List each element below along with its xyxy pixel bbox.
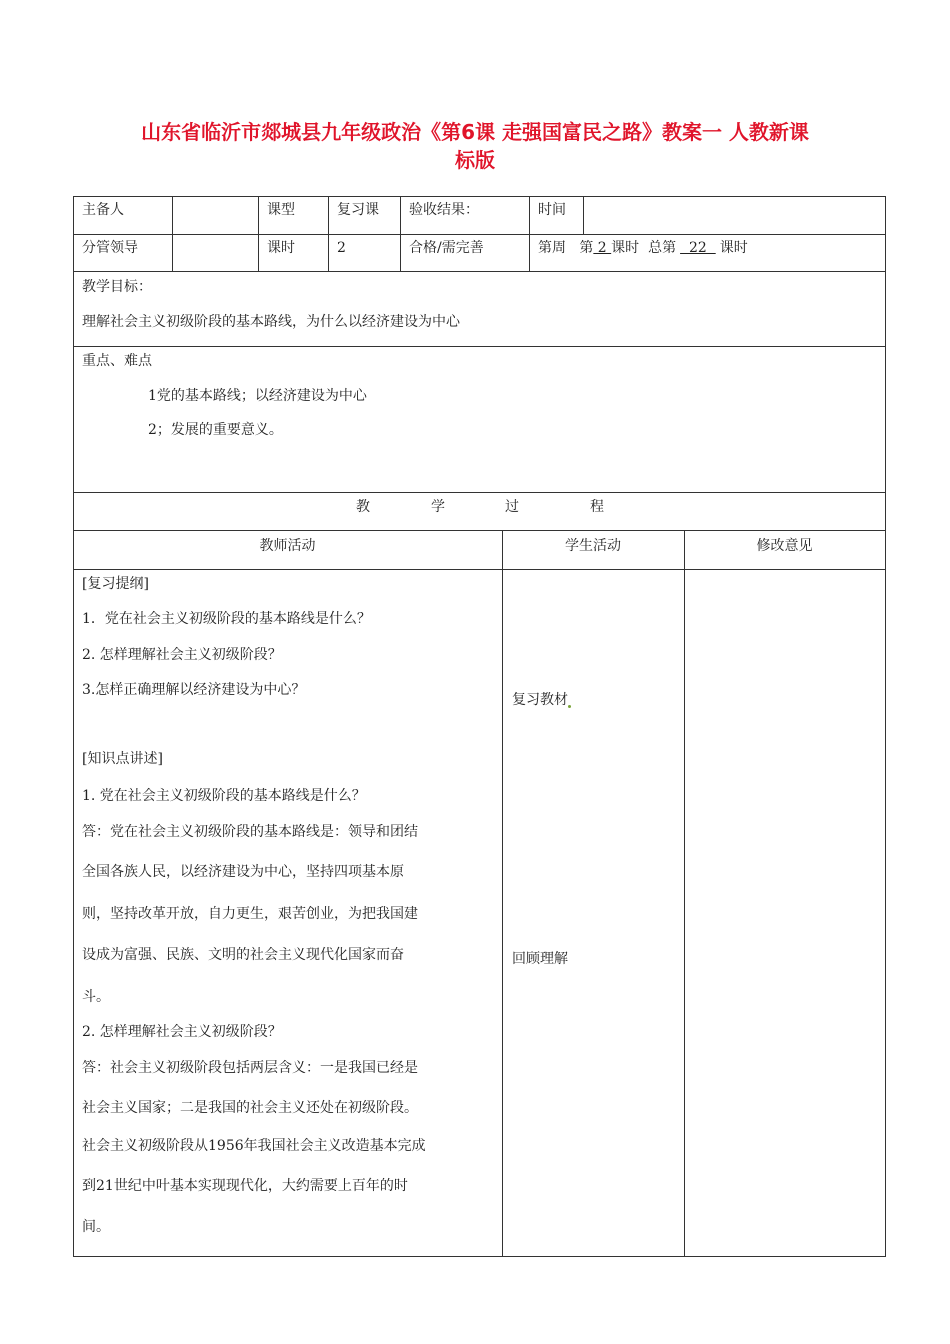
label-time: 时间 <box>538 202 566 218</box>
review-question-2: 2. 怎样理解社会主义初级阶段？ <box>82 647 282 663</box>
answer-2-line-2: 社会主义国家；二是我国的社会主义还处在初级阶段。 <box>82 1100 418 1116</box>
review-outline-heading: [复习提纲] <box>82 576 149 592</box>
student-activity-recall: 回顾理解 <box>512 951 568 967</box>
knowledge-question-1: 1. 党在社会主义初级阶段的基本路线是什么？ <box>82 788 366 804</box>
class-hours-value: 2 <box>337 240 346 256</box>
week-label: 第周 <box>538 240 566 256</box>
table-border <box>73 1256 886 1257</box>
table-border <box>258 196 259 272</box>
week-info <box>538 239 748 257</box>
table-border <box>684 530 685 1257</box>
process-char-1: 教 <box>356 499 370 515</box>
title-line-1: 山东省临沂市郯城县九年级政治《第6课 走强国富民之路》教案一 人教新课 <box>141 120 809 144</box>
title-line-2: 标版 <box>455 148 495 172</box>
answer-2-line-3: 社会主义初级阶段从1956年我国社会主义改造基本完成 <box>82 1138 426 1154</box>
table-border <box>529 196 530 272</box>
table-border <box>885 196 886 1257</box>
objectives-text: 理解社会主义初级阶段的基本路线，为什么以经济建设为中心 <box>82 314 460 330</box>
label-class-hours: 课时 <box>267 240 295 256</box>
table-border <box>73 569 886 570</box>
label-leader: 分管领导 <box>82 240 138 256</box>
table-border <box>73 196 74 1257</box>
answer-1-line-2: 全国各族人民，以经济建设为中心，坚持四项基本原 <box>82 864 404 880</box>
table-border <box>172 196 173 272</box>
key-point-2: 2；发展的重要意义。 <box>148 422 283 438</box>
table-border <box>73 271 886 272</box>
process-char-4: 程 <box>590 499 604 515</box>
column-student-activity: 学生活动 <box>565 538 621 554</box>
review-question-3: 3.怎样正确理解以经济建设为中心？ <box>82 682 306 698</box>
total-number: 22 <box>680 240 716 256</box>
table-border <box>73 530 886 531</box>
label-lesson-type: 课型 <box>267 202 295 218</box>
student-activity-review-text: 复习教材 <box>512 692 568 708</box>
mark-dot <box>568 705 571 708</box>
total-suffix: 课时 <box>719 240 748 256</box>
answer-1-line-4: 设成为富强、民族、文明的社会主义现代化国家而奋 <box>82 947 404 963</box>
document-title <box>60 118 890 174</box>
answer-2-line-5: 间。 <box>82 1219 110 1235</box>
label-author: 主备人 <box>82 202 124 218</box>
label-check-result: 验收结果： <box>409 202 479 218</box>
review-question-1: 1．党在社会主义初级阶段的基本路线是什么？ <box>82 611 371 627</box>
lesson-prefix: 第 <box>579 240 594 256</box>
column-revision-notes: 修改意见 <box>756 538 813 554</box>
table-border <box>583 196 584 234</box>
answer-1-line-3: 则，坚持改革开放，自力更生，艰苦创业，为把我国建 <box>82 906 418 922</box>
lesson-suffix: 课时 总第 <box>611 240 677 256</box>
lesson-number: 2 <box>593 240 612 256</box>
process-char-3: 过 <box>505 499 519 515</box>
answer-2-line-4: 到21世纪中叶基本实现现代化，大约需要上百年的时 <box>82 1178 408 1194</box>
answer-1-line-5: 斗。 <box>82 989 110 1005</box>
student-activity-review <box>512 691 571 709</box>
process-char-2: 学 <box>431 499 445 515</box>
key-point-1: 1党的基本路线；以经济建设为中心 <box>148 388 367 404</box>
objectives-label: 教学目标： <box>82 279 152 295</box>
table-border <box>328 196 329 272</box>
table-border <box>73 492 886 493</box>
table-border <box>73 234 886 235</box>
answer-2-line-1: 答：社会主义初级阶段包括两层含义：一是我国已经是 <box>82 1060 418 1076</box>
key-points-label: 重点、难点 <box>82 353 152 369</box>
table-border <box>73 196 886 197</box>
table-border <box>400 196 401 272</box>
check-result-value: 合格/需完善 <box>409 240 484 256</box>
answer-1-line-1: 答：党在社会主义初级阶段的基本路线是：领导和团结 <box>82 824 418 840</box>
lesson-type-value: 复习课 <box>337 202 379 218</box>
table-border <box>73 346 886 347</box>
knowledge-question-2: 2. 怎样理解社会主义初级阶段？ <box>82 1024 282 1040</box>
column-teacher-activity: 教师活动 <box>259 538 316 554</box>
knowledge-heading: [知识点讲述] <box>82 751 163 767</box>
table-border <box>502 530 503 1257</box>
